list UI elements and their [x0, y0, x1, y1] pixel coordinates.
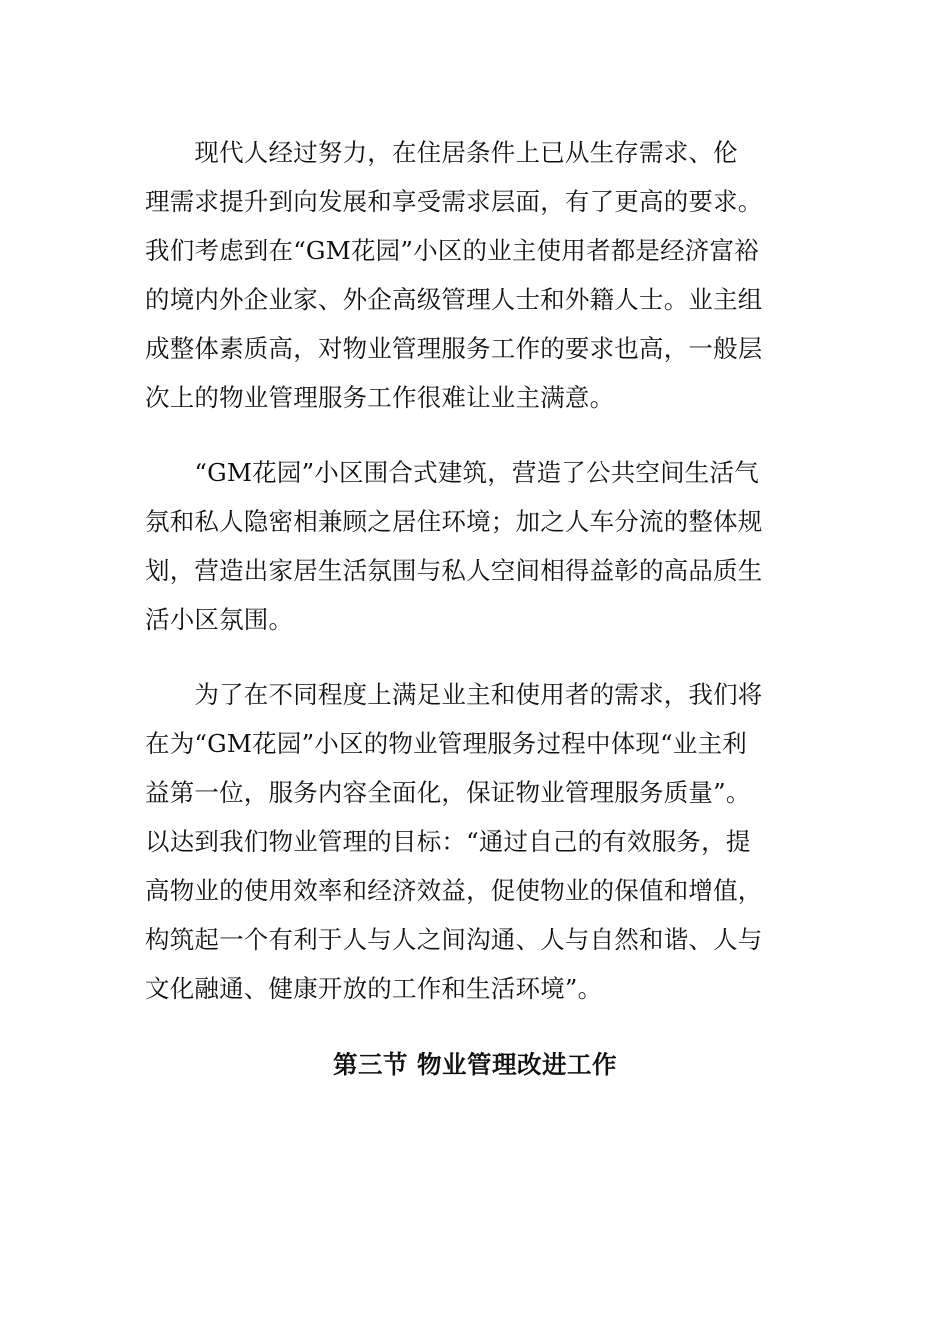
section-heading: 第三节 物业管理改进工作: [332, 1050, 618, 1079]
paragraph-line: 益第一位，服务内容全面化，保证物业管理服务质量”。: [145, 778, 751, 807]
paragraph-line: 文化融通、健康开放的工作和生活环境”。: [145, 974, 603, 1003]
paragraph-line: 划，营造出家居生活氛围与私人空间相得益彰的高品质生: [145, 556, 763, 585]
paragraph-line: 氛和私人隐密相兼顾之居住环境；加之人车分流的整体规: [145, 507, 763, 536]
paragraph-line: 我们考虑到在“GM花园”小区的业主使用者都是经济富裕: [145, 236, 759, 265]
paragraph-line: 为了在不同程度上满足业主和使用者的需求，我们将: [145, 680, 763, 709]
paragraph-line: 次上的物业管理服务工作很难让业主满意。: [145, 383, 615, 412]
paragraph-line: 活小区氛围。: [145, 605, 294, 634]
paragraph-residential-demands: [145, 128, 763, 422]
paragraph-garden-environment: [145, 448, 763, 644]
paragraph-line: 在为“GM花园”小区的物业管理服务过程中体现“业主利: [145, 729, 747, 758]
paragraph-line: 高物业的使用效率和经济效益，促使物业的保值和增值，: [145, 876, 763, 905]
paragraph-line: 现代人经过努力，在住居条件上已从生存需求、伦: [145, 138, 738, 167]
paragraph-line: 成整体素质高，对物业管理服务工作的要求也高，一般层: [145, 334, 763, 363]
paragraph-line: “GM花园”小区围合式建筑，营造了公共空间生活气: [145, 458, 759, 487]
paragraph-line: 以达到我们物业管理的目标：“通过自己的有效服务，提: [145, 827, 751, 856]
paragraph-line: 理需求提升到向发展和享受需求层面，有了更高的要求。: [145, 187, 763, 216]
paragraph-management-goals: [145, 670, 763, 1013]
paragraph-line: 构筑起一个有利于人与人之间沟通、人与自然和谐、人与: [145, 925, 763, 954]
paragraph-line: 的境内外企业家、外企高级管理人士和外籍人士。业主组: [145, 285, 763, 314]
